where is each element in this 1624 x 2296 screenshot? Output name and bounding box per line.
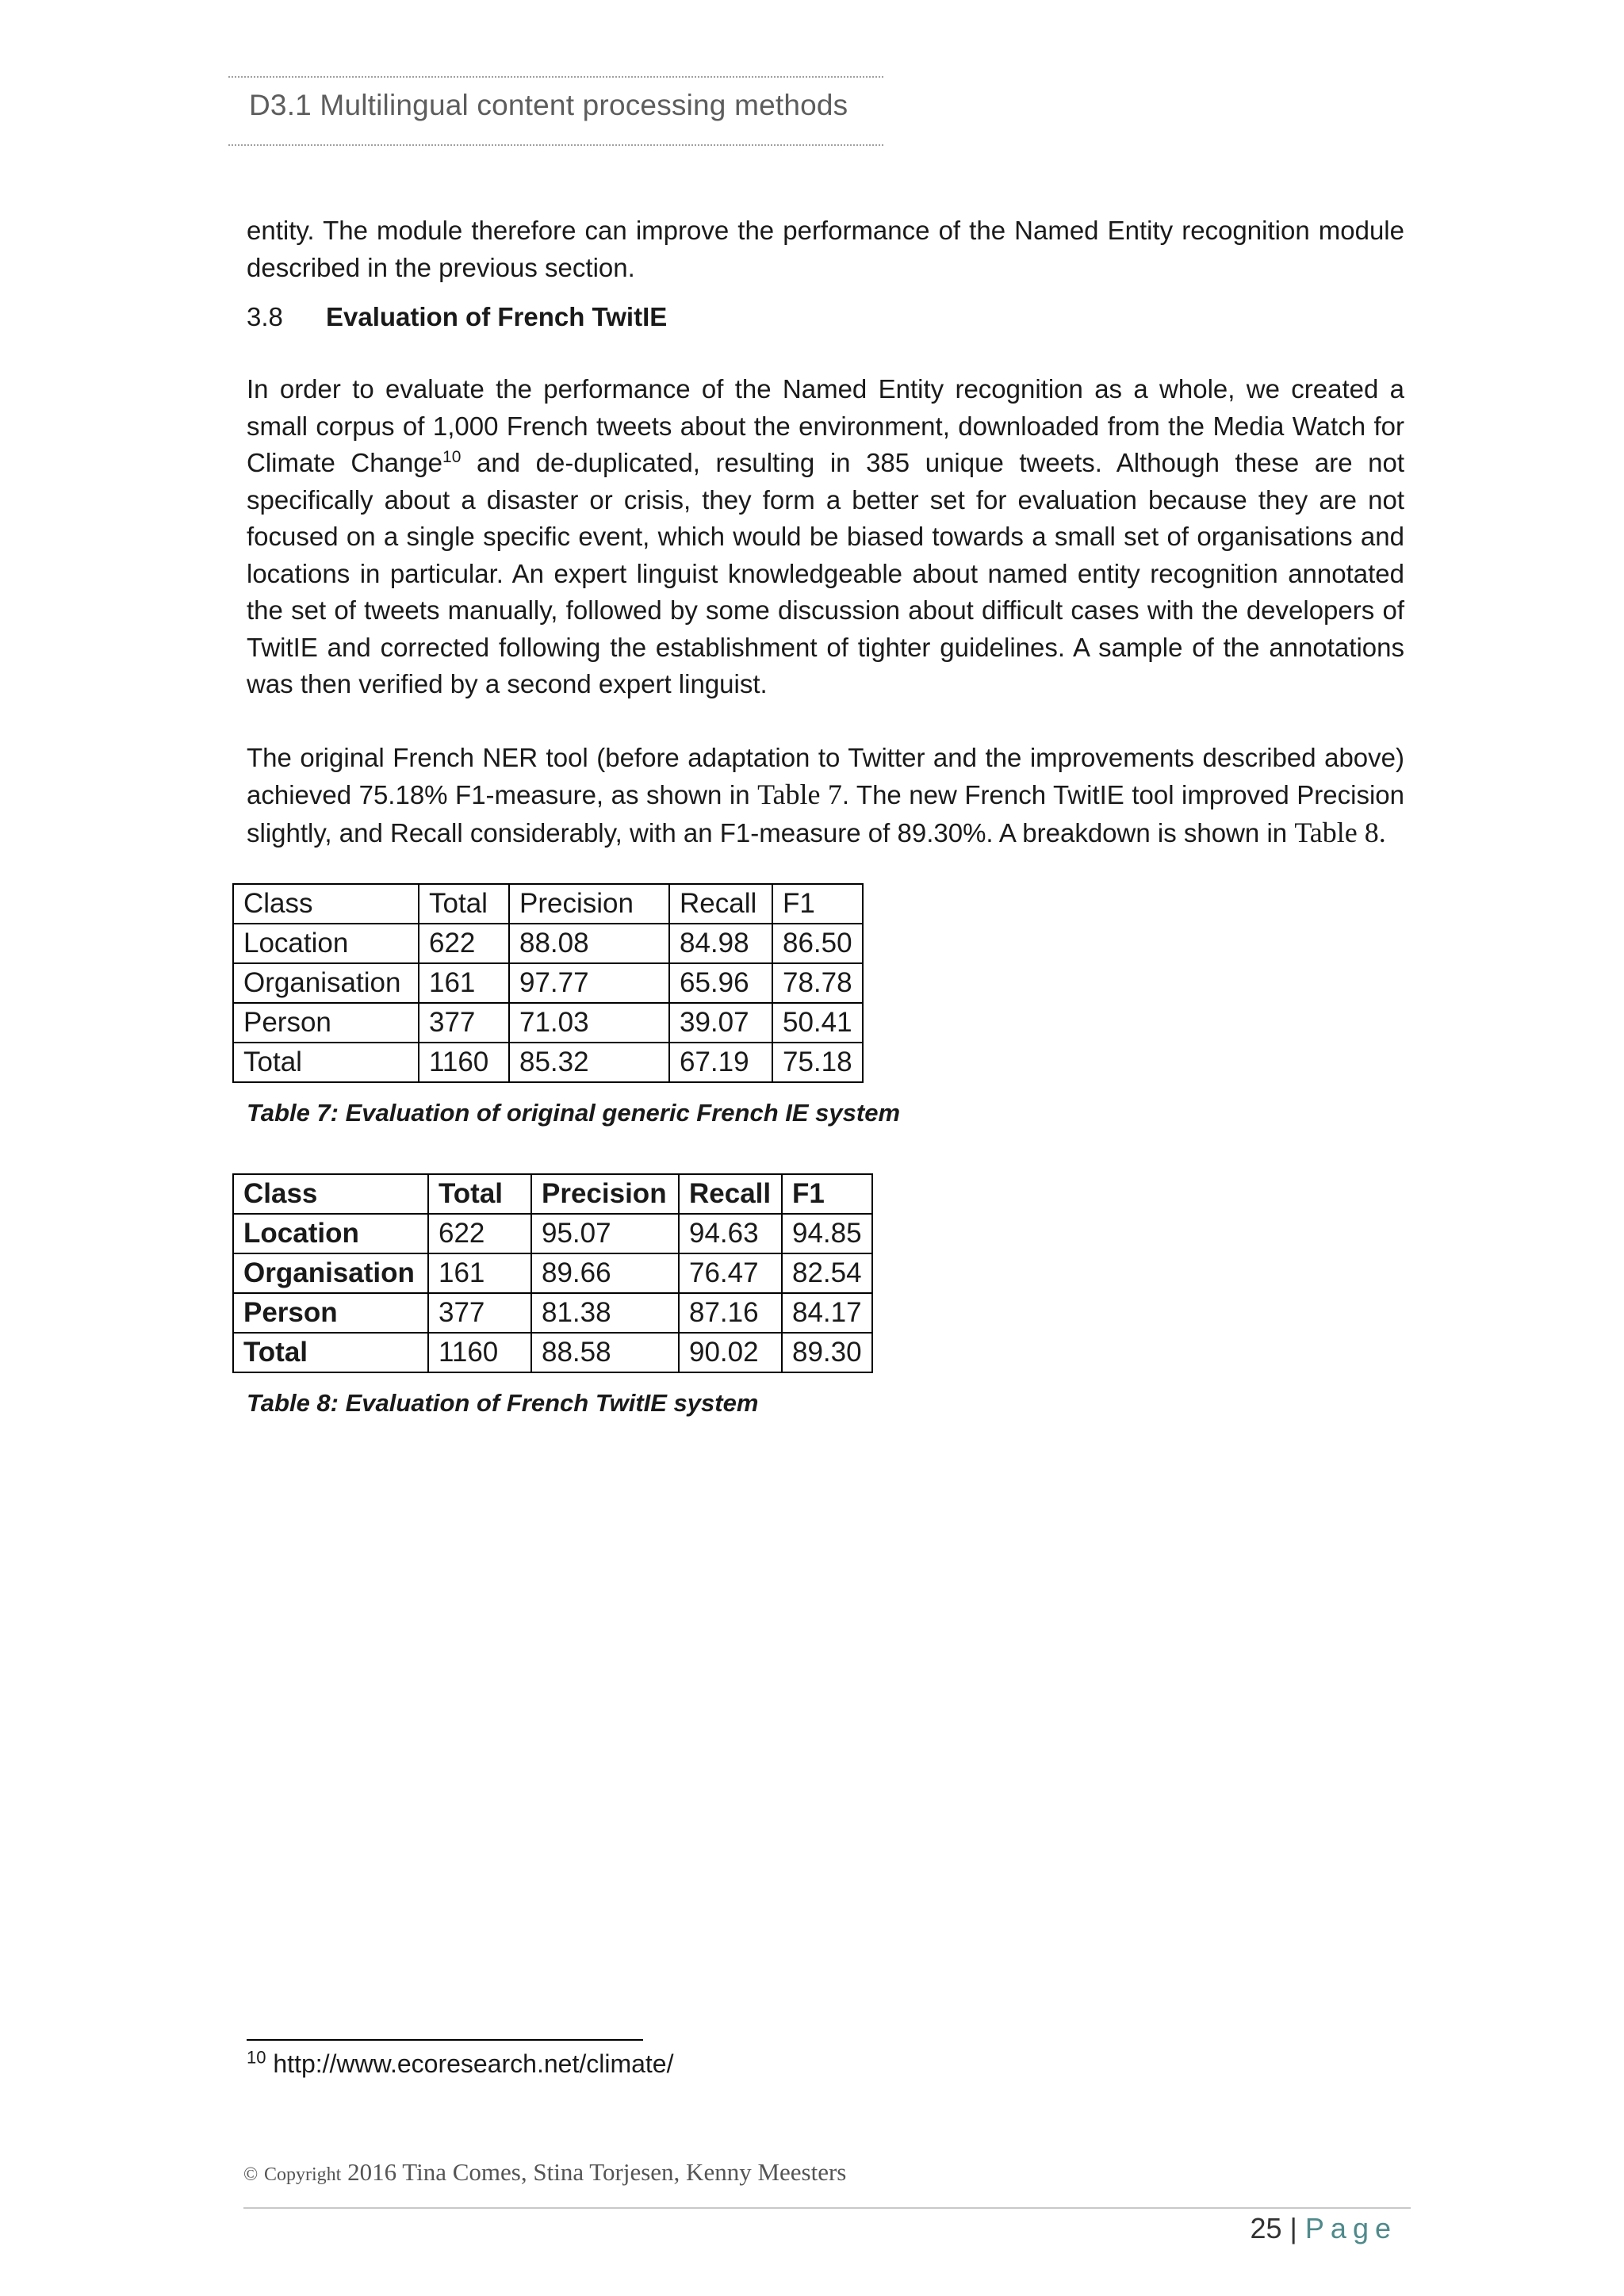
table-cell: 90.02 [679,1333,782,1372]
copyright-word: Copyright [263,2164,342,2185]
copyright-symbol: © [243,2164,259,2185]
table-cell: 89.66 [531,1253,679,1293]
table-8-caption: Table 8: Evaluation of French TwitIE system [247,1389,759,1417]
table-header-cell: F1 [782,1174,872,1214]
table-cell: 377 [419,1003,509,1043]
table-header-row [233,884,863,924]
table-cell: 87.16 [679,1293,782,1333]
table-cell: 88.58 [531,1333,679,1372]
table7-reference[interactable]: Table 7 [757,779,842,810]
table-8 [232,1173,873,1373]
table-cell: Total [233,1043,419,1082]
table-header-cell: Total [428,1174,531,1214]
table-cell: 622 [419,924,509,963]
table-cell: 84.17 [782,1293,872,1333]
footnote-number: 10 [247,2047,266,2068]
section-heading [247,302,667,332]
table-cell: 1160 [428,1333,531,1372]
page-number [1250,2212,1397,2245]
table-header-cell: F1 [772,884,863,924]
table-cell: 81.38 [531,1293,679,1333]
page-content [243,212,1404,1418]
footer-divider [243,2207,1411,2209]
header-title: D3.1 Multilingual content processing methods [249,89,848,121]
table-row [233,1293,872,1333]
table-cell: 1160 [419,1043,509,1082]
table-cell: 76.47 [679,1253,782,1293]
intro-paragraph: entity. The module therefore can improve the performance of the Named Entity recognition module described in the previous section. [247,216,1404,282]
table-row [233,963,863,1003]
table-cell: 89.30 [782,1333,872,1372]
table-cell: Location [233,1214,428,1253]
table-header-cell: Recall [679,1174,782,1214]
table-cell: 50.41 [772,1003,863,1043]
table-cell: Person [233,1293,428,1333]
table-row [233,924,863,963]
table-header-cell: Precision [531,1174,679,1214]
paragraph2-part2: . The new French TwitIE tool improved Precision slightly, and Recall considerably, with an F1-measure of 89.30%. A breakdown is shown in [247,780,1404,848]
table-cell: 622 [428,1214,531,1253]
table-cell: 94.63 [679,1214,782,1253]
paragraph2-part3: . [1378,816,1386,848]
table-row [233,1253,872,1293]
table-cell: 71.03 [509,1003,669,1043]
page-label: Page [1304,2212,1397,2244]
copyright-text: 2016 Tina Comes, Stina Torjesen, Kenny Meesters [347,2158,847,2186]
table-7 [232,883,864,1083]
table-header-cell: Precision [509,884,669,924]
table-cell: Person [233,1003,419,1043]
table-header-cell: Class [233,884,419,924]
table-cell: 39.07 [669,1003,772,1043]
table-cell: 95.07 [531,1214,679,1253]
section-heading-wrapper [247,286,1404,355]
footnote [247,2049,673,2079]
table-cell: 78.78 [772,963,863,1003]
table-cell: 86.50 [772,924,863,963]
footnote-ref[interactable]: 10 [442,448,462,466]
table-cell: Organisation [233,963,419,1003]
table-header-cell: Class [233,1174,428,1214]
table-cell: 88.08 [509,924,669,963]
table-header-cell: Recall [669,884,772,924]
page-header [228,76,883,146]
table-cell: 161 [428,1253,531,1293]
table-row [233,1043,863,1082]
results-paragraph [247,740,1404,852]
table-cell: 84.98 [669,924,772,963]
page-number-value: 25 [1250,2212,1282,2244]
table-cell: Organisation [233,1253,428,1293]
paragraph1-text-a: In order to evaluate the performance of the Named Entity recognition as a whole, we created a small corpus of 1,000 French tweets about the environment, downloaded from the Media Watch for Climate Change [247,374,1404,477]
table-cell: Total [233,1333,428,1372]
copyright-notice [243,2158,846,2187]
table-7-caption: Table 7: Evaluation of original generic French IE system [247,1099,901,1127]
table-row [233,1214,872,1253]
table-cell: Location [233,924,419,963]
table8-reference[interactable]: Table 8 [1294,816,1379,848]
table-row [233,1333,872,1372]
table-cell: 377 [428,1293,531,1333]
page-separator: | [1289,2212,1297,2244]
table-cell: 97.77 [509,963,669,1003]
table-cell: 67.19 [669,1043,772,1082]
section-number: 3.8 [247,302,283,331]
table-cell: 85.32 [509,1043,669,1082]
footnote-divider [247,2039,643,2041]
paragraph1-text-b: and de-duplicated, resulting in 385 unique tweets. Although these are not specifically about a disaster or crisis, they form a better set for evaluation because they are not focused on a single specific event, which would be biased towards a small set of organisations and locations in particular. An expert linguist knowledgeable about named entity recognition annotated the set of tweets manually, followed by some discussion about difficult cases with the developers of TwitIE and corrected following the establishment of tighter guidelines. A sample of the annotations was then verified by a second expert linguist. [247,448,1404,698]
table-header-row [233,1174,872,1214]
table-cell: 161 [419,963,509,1003]
evaluation-paragraph [247,371,1404,703]
table-cell: 82.54 [782,1253,872,1293]
section-title: Evaluation of French TwitIE [326,302,668,331]
table-cell: 65.96 [669,963,772,1003]
table-cell: 75.18 [772,1043,863,1082]
table-row [233,1003,863,1043]
footnote-link[interactable]: http://www.ecoresearch.net/climate/ [273,2049,674,2078]
table-header-cell: Total [419,884,509,924]
table-cell: 94.85 [782,1214,872,1253]
paragraph2-part1: The original French NER tool (before adaptation to Twitter and the improvements described above) achieved 75.18% F1-measure, as shown in [247,742,1404,809]
